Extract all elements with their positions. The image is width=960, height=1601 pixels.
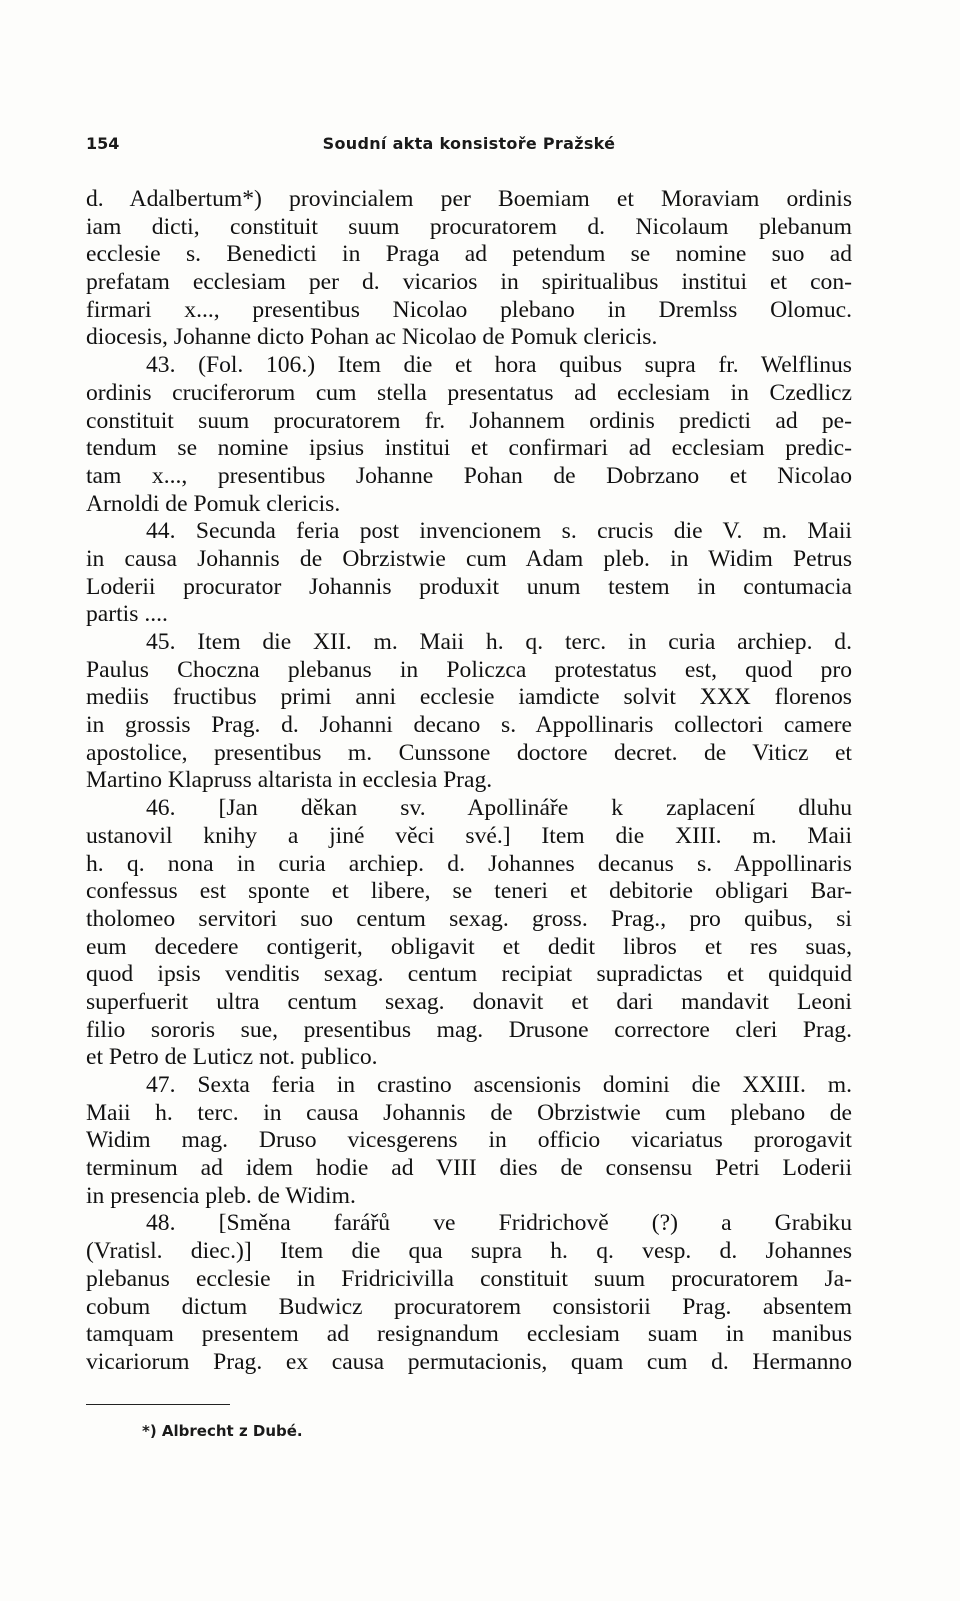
text-line: Widim mag. Druso vicesgerens in officio vicariatus prorogavit xyxy=(86,1127,852,1154)
text-line: apostolice, presentibus m. Cunssone doctore decret. de Viticz et xyxy=(86,739,852,766)
text-line: terminum ad idem hodie ad VIII dies de consensu Petri Loderii xyxy=(86,1155,852,1182)
text-line: tamquam presentem ad resignandum ecclesiam suam in manibus xyxy=(86,1321,852,1348)
text-line: iam dicti, constituit suum procuratorem d. Nicolaum plebanum xyxy=(86,213,852,240)
text-line: filio sororis sue, presentibus mag. Drusone correctore cleri Prag. xyxy=(86,1016,852,1043)
text-line: firmari x..., presentibus Nicolao plebano in Dremlss Olomuc. xyxy=(86,296,852,323)
text-line: ustanovil knihy a jiné věci své.] Item die XIII. m. Maii xyxy=(86,822,852,849)
text-line: partis .... xyxy=(86,601,168,628)
text-line: Paulus Choczna plebanus in Policzca protestatus est, quod pro xyxy=(86,656,852,683)
page-header xyxy=(86,128,852,158)
text-line: 43. (Fol. 106.) Item die et hora quibus supra fr. Welflinus xyxy=(146,352,852,379)
text-line: 48. [Směna farářů ve Fridrichově (?) a Grabiku xyxy=(146,1210,852,1237)
text-line: tholomeo servitori suo centum sexag. gross. Prag., pro quibus, si xyxy=(86,905,852,932)
text-line: confessus est sponte et libere, se teneri et debitorie obligari Bar- xyxy=(86,878,852,905)
text-line: 45. Item die XII. m. Maii h. q. terc. in curia archiep. d. xyxy=(146,629,852,655)
text-line: Loderii procurator Johannis produxit unum testem in contumacia xyxy=(86,573,852,600)
text-line: quod ipsis venditis sexag. centum recipiat supradictas et quidquid xyxy=(86,961,852,988)
text-line: 46. [Jan děkan sv. Apollináře k zaplacení dluhu xyxy=(146,795,852,822)
text-line: Martino Klapruss altarista in ecclesia Prag. xyxy=(86,767,493,794)
text-line: tam x..., presentibus Johanne Pohan de Dobrzano et Nicolao xyxy=(86,462,852,489)
text-line: diocesis, Johanne dicto Pohan ac Nicolao de Pomuk clericis. xyxy=(86,324,658,351)
footnote-rule xyxy=(86,1404,230,1405)
text-line: in presencia pleb. de Widim. xyxy=(86,1182,356,1209)
text-line: tendum se nomine ipsius institui et confirmari ad ecclesiam predic- xyxy=(86,435,852,462)
text-line: ecclesie s. Benedicti in Praga ad petendum se nomine suo ad xyxy=(86,241,852,268)
body-text xyxy=(86,186,852,1377)
text-line: in grossis Prag. d. Johanni decano s. Appollinaris collectori camere xyxy=(86,712,852,739)
page-number: 154 xyxy=(86,134,120,153)
text-line: prefatam ecclesiam per d. vicarios in spiritualibus institui et con- xyxy=(86,269,852,296)
text-line: 47. Sexta feria in crastino ascensionis domini die XXIII. m. xyxy=(146,1072,852,1098)
text-line: mediis fructibus primi anni ecclesie iamdicte solvit XXX florenos xyxy=(86,684,852,711)
text-line: et Petro de Luticz not. publico. xyxy=(86,1044,378,1071)
text-line: d. Adalbertum*) provincialem per Boemiam et Moraviam ordinis xyxy=(86,186,852,212)
running-title: Soudní akta konsistoře Pražské xyxy=(322,134,616,153)
text-line: ordinis cruciferorum cum stella presentatus ad ecclesiam in Czedlicz xyxy=(86,379,852,406)
text-line: 44. Secunda feria post invencionem s. crucis die V. m. Maii xyxy=(146,518,852,545)
text-line: h. q. nona in curia archiep. d. Johannes decanus s. Appollinaris xyxy=(86,850,852,877)
text-line: (Vratisl. diec.)] Item die qua supra h. q. vesp. d. Johannes xyxy=(86,1238,852,1265)
text-line: eum decedere contigerit, obligavit et dedit libros et res suas, xyxy=(86,933,852,960)
footnote: *) Albrecht z Dubé. xyxy=(142,1422,303,1440)
text-line: Arnoldi de Pomuk clericis. xyxy=(86,490,341,517)
text-line: superfuerit ultra centum sexag. donavit et dari mandavit Leoni xyxy=(86,988,852,1015)
text-line: cobum dictum Budwicz procuratorem consistorii Prag. absentem xyxy=(86,1293,852,1320)
text-line: in causa Johannis de Obrzistwie cum Adam pleb. in Widim Petrus xyxy=(86,545,852,572)
text-line: vicariorum Prag. ex causa permutacionis, quam cum d. Hermanno xyxy=(86,1348,852,1375)
text-line: constituit suum procuratorem fr. Johannem ordinis predicti ad pe- xyxy=(86,407,852,434)
text-line: plebanus ecclesie in Fridricivilla constituit suum procuratorem Ja- xyxy=(86,1265,852,1292)
text-line: Maii h. terc. in causa Johannis de Obrzistwie cum plebano de xyxy=(86,1099,852,1126)
